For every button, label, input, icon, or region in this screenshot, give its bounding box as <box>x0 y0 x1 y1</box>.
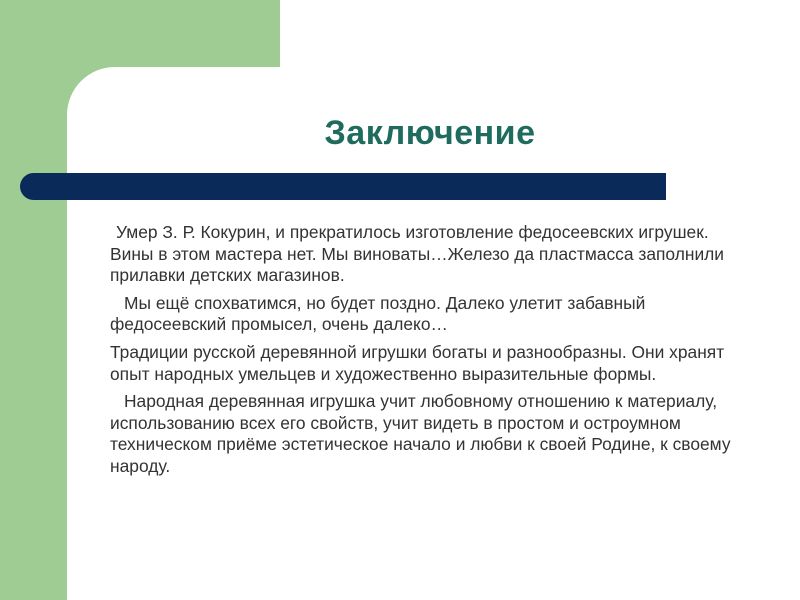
title-underline-bar <box>20 173 666 200</box>
paragraph-2: Мы ещё спохватимся, но будет поздно. Далеко улетит забавный федосеевский промысел, очень далеко… <box>110 292 646 335</box>
paragraph-4: Народная деревянная игрушка учит любовному отношению к материалу, использованию всех его свойств, учит видеть в простом и остроумном техническом приёме эстетическое начало и любви к своей Родине, к своему народу. <box>110 391 731 476</box>
slide-title: Заключение <box>324 114 536 152</box>
paragraph-1: Умер З. Р. Кокурин, и прекратилось изготовление федосеевских игрушек. Вины в этом мастера нет. Мы виноваты…Железо да пластмасса заполнили прилавки детских магазинов. <box>110 222 725 286</box>
paragraph-3: Традиции русской деревянной игрушки богаты и разнообразны. Они хранят опыт народных умельцев и художественно выразительные формы. <box>110 341 725 384</box>
decorative-green-strip <box>0 0 67 600</box>
slide-body <box>110 222 750 484</box>
